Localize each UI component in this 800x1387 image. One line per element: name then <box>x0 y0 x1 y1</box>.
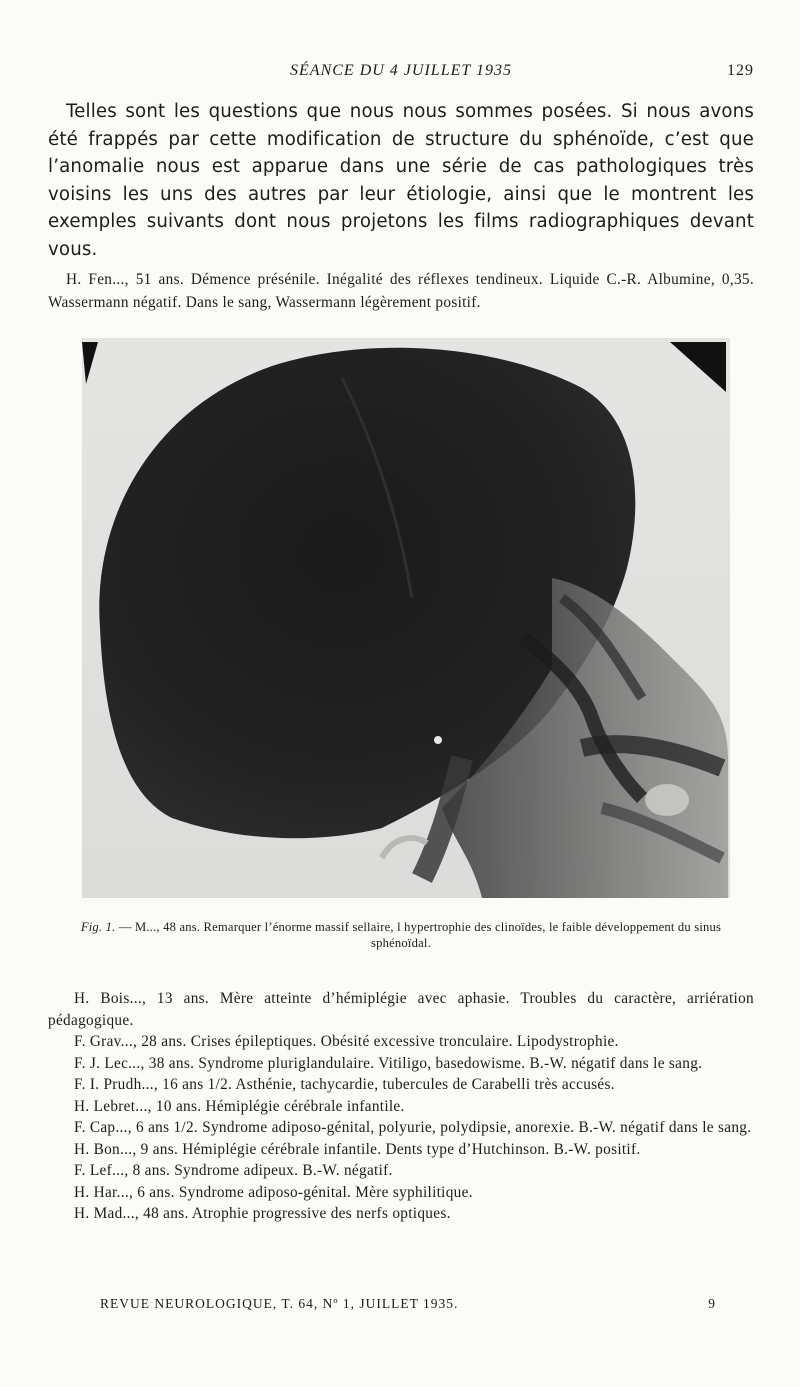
skull-radiograph-figure <box>82 338 730 898</box>
skull-radiograph-image <box>82 338 730 898</box>
intro-paragraph: Telles sont les questions que nous nous sommes posées. Si nous avons été frappés par cette modification de structure du sphénoïde, c’est que l’anomalie nous est apparue dans une série de cas pathologiques très voisins les uns des autres par leur étiologie, ainsi que le montrent les exemples suivants dont nous projetons les films radiographiques devant vous. <box>48 101 754 260</box>
page-number: 129 <box>727 62 754 79</box>
case-item: F. J. Lec..., 38 ans. Syndrome pluriglandulaire. Vitiligo, basedowisme. B.-W. négatif dans le sang. <box>74 1054 703 1072</box>
journal-reference: REVUE NEUROLOGIQUE, T. 64, Nº 1, JUILLET 1935. <box>100 1296 459 1311</box>
page-footer <box>100 1296 716 1316</box>
case-item: F. Cap..., 6 ans 1/2. Syndrome adiposo-génital, polyurie, polydipsie, anorexie. B.-W. négatif dans le sang. <box>74 1119 752 1136</box>
case-item: H. Bon..., 9 ans. Hémiplégie cérébrale infantile. Dents type d’Hutchinson. B.-W. positif. <box>74 1140 641 1158</box>
case-item: F. I. Prudh..., 16 ans 1/2. Asthénie, tachycardie, tubercules de Carabelli très accusés. <box>74 1076 615 1093</box>
first-case-paragraph: H. Fen..., 51 ans. Démence présénile. Inégalité des réflexes tendineux. Liquide C.-R. Albumine, 0,35. Wassermann négatif. Dans le sang, Wassermann légèrement positif. <box>48 271 754 311</box>
film-corner-mark-right <box>670 342 726 392</box>
film-corner-mark-left <box>82 342 98 384</box>
case-item: F. Grav..., 28 ans. Crises épileptiques. Obésité excessive tronculaire. Lipodystrophie. <box>74 1033 619 1050</box>
case-list <box>48 988 754 1225</box>
case-item: H. Bois..., 13 ans. Mère atteinte d’hémiplégie avec aphasie. Troubles du caractère, arriération pédagogique. <box>48 990 754 1029</box>
signature-mark: 9 <box>708 1296 716 1311</box>
case-item: H. Lebret..., 10 ans. Hémiplégie cérébrale infantile. <box>74 1097 405 1115</box>
running-head-title: SÉANCE DU 4 JUILLET 1935 <box>290 62 512 79</box>
figure-caption <box>66 920 736 951</box>
case-item: H. Har..., 6 ans. Syndrome adiposo-génital. Mère syphilitique. <box>74 1183 473 1201</box>
running-head <box>48 62 754 84</box>
figure-caption-text: — M..., 48 ans. Remarquer l’énorme massif sellaire, l hypertrophie des clinoïdes, le faible développement du sinus sphénoïdal. <box>115 920 722 950</box>
case-item: H. Mad..., 48 ans. Atrophie progressive des nerfs optiques. <box>74 1205 451 1222</box>
case-item: F. Lef..., 8 ans. Syndrome adipeux. B.-W. négatif. <box>74 1162 393 1179</box>
figure-label: Fig. 1. <box>80 920 116 934</box>
